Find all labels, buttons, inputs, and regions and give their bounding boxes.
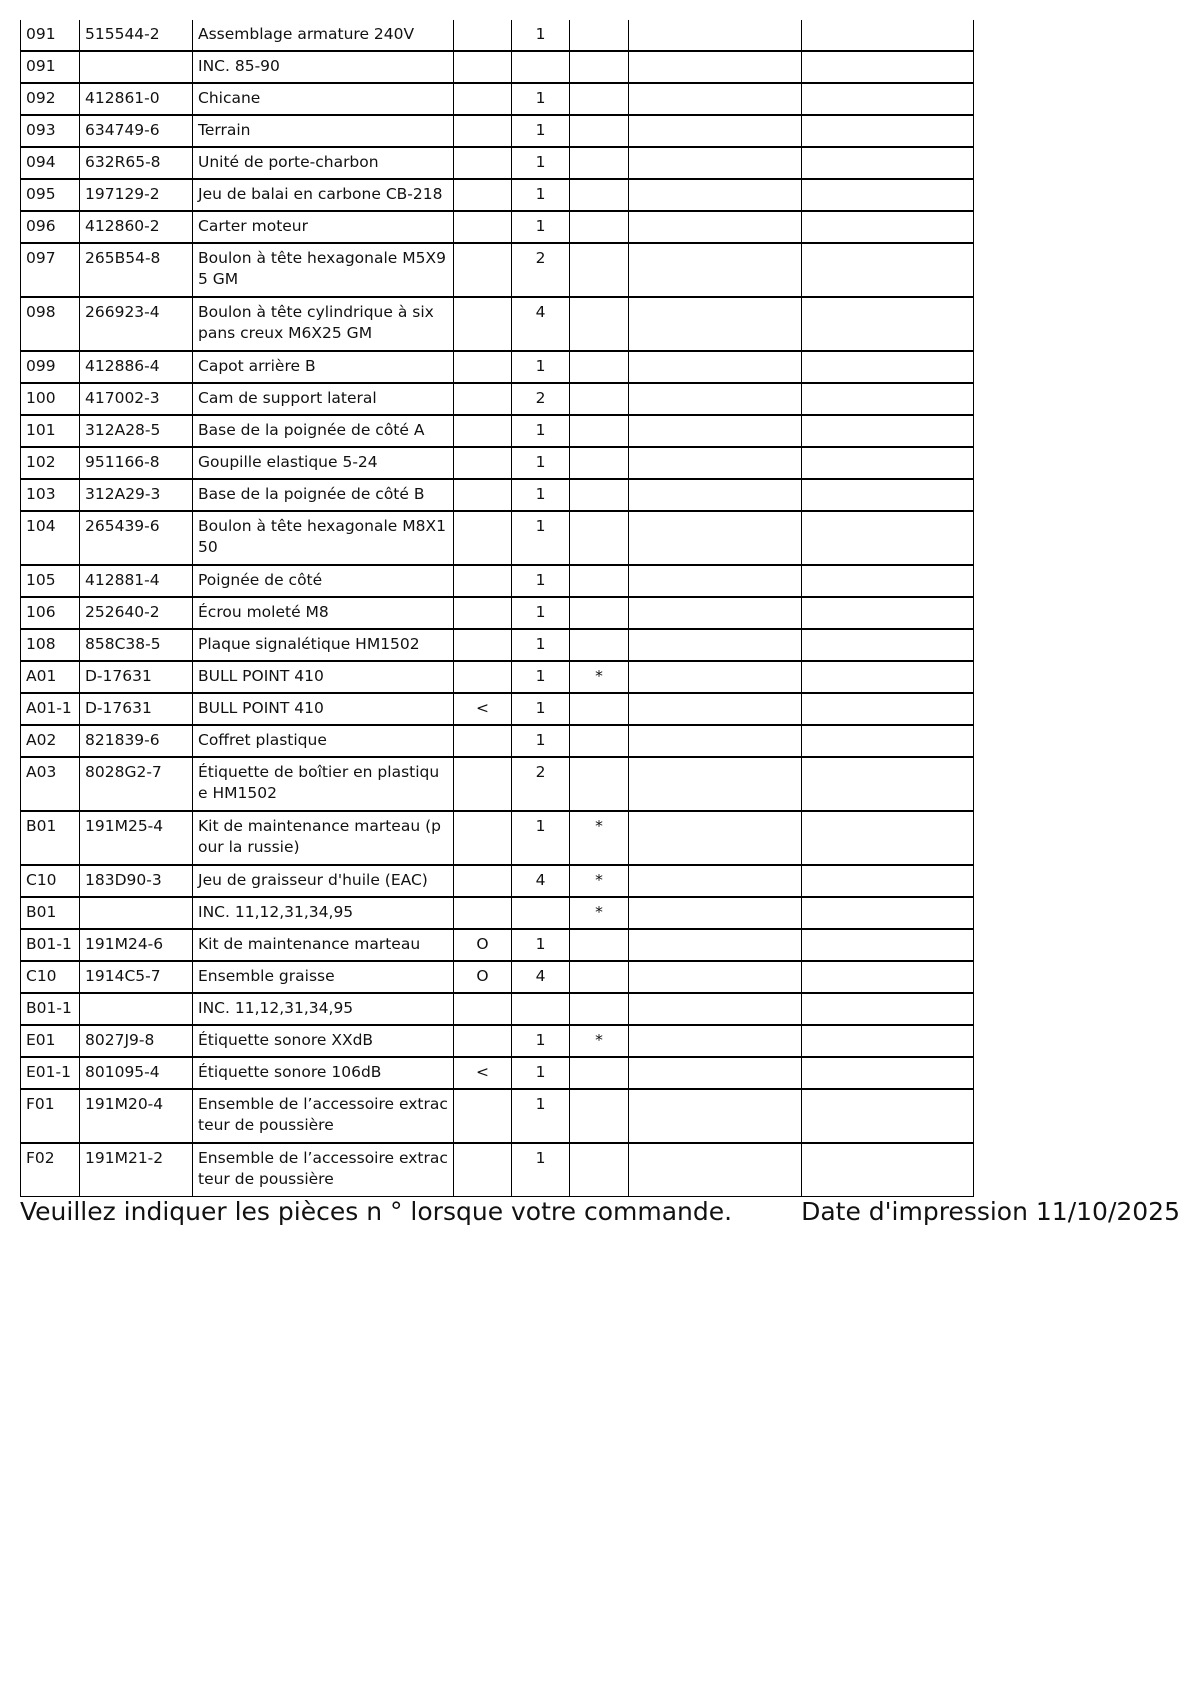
mark-cell — [454, 629, 512, 661]
ref-cell: E01-1 — [21, 1057, 80, 1089]
note-cell — [570, 1143, 629, 1197]
ref-cell: 096 — [21, 211, 80, 243]
quantity-cell: 1 — [512, 179, 570, 211]
empty-cell — [629, 811, 802, 865]
table-row — [21, 115, 974, 147]
empty-cell — [629, 51, 802, 83]
note-cell: * — [570, 865, 629, 897]
note-cell — [570, 179, 629, 211]
ref-cell: B01-1 — [21, 929, 80, 961]
table-row — [21, 83, 974, 115]
note-cell — [570, 757, 629, 811]
mark-cell — [454, 115, 512, 147]
empty-cell — [802, 243, 974, 297]
description-cell: Ensemble de l’accessoire extracteur de poussière — [193, 1089, 454, 1143]
ref-cell: C10 — [21, 865, 80, 897]
empty-cell — [802, 1025, 974, 1057]
table-row — [21, 897, 974, 929]
quantity-cell: 1 — [512, 597, 570, 629]
mark-cell — [454, 565, 512, 597]
quantity-cell: 2 — [512, 243, 570, 297]
table-row — [21, 243, 974, 297]
empty-cell — [629, 511, 802, 565]
empty-cell — [629, 179, 802, 211]
quantity-cell: 1 — [512, 115, 570, 147]
empty-cell — [629, 961, 802, 993]
empty-cell — [629, 351, 802, 383]
ref-cell: 100 — [21, 383, 80, 415]
empty-cell — [802, 115, 974, 147]
empty-cell — [802, 961, 974, 993]
mark-cell: O — [454, 961, 512, 993]
mark-cell — [454, 511, 512, 565]
mark-cell — [454, 757, 512, 811]
note-cell — [570, 597, 629, 629]
mark-cell — [454, 1089, 512, 1143]
empty-cell — [802, 629, 974, 661]
print-date: Date d'impression 11/10/2025 — [801, 1197, 1180, 1226]
quantity-cell — [512, 897, 570, 929]
table-row — [21, 415, 974, 447]
description-cell: Écrou moleté M8 — [193, 597, 454, 629]
note-cell — [570, 20, 629, 51]
part-number-cell: 412861-0 — [80, 83, 193, 115]
mark-cell — [454, 993, 512, 1025]
part-number-cell: 191M24-6 — [80, 929, 193, 961]
ref-cell: B01-1 — [21, 993, 80, 1025]
empty-cell — [629, 297, 802, 351]
empty-cell — [802, 865, 974, 897]
description-cell: Coffret plastique — [193, 725, 454, 757]
table-row — [21, 383, 974, 415]
note-cell — [570, 83, 629, 115]
table-row — [21, 297, 974, 351]
note-cell: * — [570, 897, 629, 929]
ref-cell: A02 — [21, 725, 80, 757]
ref-cell: 091 — [21, 20, 80, 51]
empty-cell — [629, 757, 802, 811]
ref-cell: 092 — [21, 83, 80, 115]
description-cell: Kit de maintenance marteau — [193, 929, 454, 961]
note-cell — [570, 383, 629, 415]
table-row — [21, 20, 974, 51]
empty-cell — [802, 51, 974, 83]
empty-cell — [802, 929, 974, 961]
ref-cell: 103 — [21, 479, 80, 511]
quantity-cell — [512, 993, 570, 1025]
description-cell: Terrain — [193, 115, 454, 147]
quantity-cell: 1 — [512, 693, 570, 725]
empty-cell — [629, 147, 802, 179]
ref-cell: 098 — [21, 297, 80, 351]
part-number-cell: 197129-2 — [80, 179, 193, 211]
part-number-cell — [80, 993, 193, 1025]
description-cell: Étiquette de boîtier en plastique HM1502 — [193, 757, 454, 811]
part-number-cell: 801095-4 — [80, 1057, 193, 1089]
quantity-cell: 1 — [512, 447, 570, 479]
ref-cell: A03 — [21, 757, 80, 811]
part-number-cell: 265B54-8 — [80, 243, 193, 297]
mark-cell: < — [454, 693, 512, 725]
ref-cell: 099 — [21, 351, 80, 383]
description-cell: Kit de maintenance marteau (pour la russie) — [193, 811, 454, 865]
mark-cell — [454, 211, 512, 243]
part-number-cell: 191M21-2 — [80, 1143, 193, 1197]
empty-cell — [802, 83, 974, 115]
mark-cell — [454, 597, 512, 629]
table-row — [21, 565, 974, 597]
table-row — [21, 597, 974, 629]
description-cell: INC. 11,12,31,34,95 — [193, 993, 454, 1025]
empty-cell — [629, 1025, 802, 1057]
note-cell — [570, 479, 629, 511]
ref-cell: 101 — [21, 415, 80, 447]
part-number-cell: 183D90-3 — [80, 865, 193, 897]
quantity-cell: 1 — [512, 351, 570, 383]
note-cell — [570, 629, 629, 661]
quantity-cell: 1 — [512, 211, 570, 243]
table-row — [21, 179, 974, 211]
empty-cell — [802, 211, 974, 243]
mark-cell — [454, 179, 512, 211]
description-cell: Boulon à tête hexagonale M5X95 GM — [193, 243, 454, 297]
empty-cell — [629, 20, 802, 51]
mark-cell — [454, 811, 512, 865]
table-row — [21, 1143, 974, 1197]
empty-cell — [802, 565, 974, 597]
empty-cell — [629, 211, 802, 243]
empty-cell — [802, 351, 974, 383]
description-cell: Étiquette sonore 106dB — [193, 1057, 454, 1089]
description-cell: Carter moteur — [193, 211, 454, 243]
empty-cell — [802, 511, 974, 565]
quantity-cell: 1 — [512, 661, 570, 693]
note-cell — [570, 1089, 629, 1143]
mark-cell — [454, 661, 512, 693]
part-number-cell: 252640-2 — [80, 597, 193, 629]
quantity-cell: 1 — [512, 725, 570, 757]
part-number-cell: D-17631 — [80, 693, 193, 725]
part-number-cell: 8028G2-7 — [80, 757, 193, 811]
table-row — [21, 147, 974, 179]
ref-cell: E01 — [21, 1025, 80, 1057]
table-row — [21, 479, 974, 511]
description-cell: INC. 85-90 — [193, 51, 454, 83]
quantity-cell: 2 — [512, 383, 570, 415]
note-cell: * — [570, 1025, 629, 1057]
mark-cell: O — [454, 929, 512, 961]
note-cell — [570, 993, 629, 1025]
empty-cell — [802, 597, 974, 629]
mark-cell — [454, 243, 512, 297]
empty-cell — [629, 929, 802, 961]
note-cell — [570, 929, 629, 961]
table-row — [21, 351, 974, 383]
ref-cell: 102 — [21, 447, 80, 479]
description-cell: BULL POINT 410 — [193, 693, 454, 725]
ref-cell: 094 — [21, 147, 80, 179]
empty-cell — [802, 1089, 974, 1143]
description-cell: Jeu de balai en carbone CB-218 — [193, 179, 454, 211]
description-cell: Ensemble de l’accessoire extracteur de poussière — [193, 1143, 454, 1197]
empty-cell — [802, 479, 974, 511]
quantity-cell: 1 — [512, 511, 570, 565]
table-row — [21, 511, 974, 565]
description-cell: Jeu de graisseur d'huile (EAC) — [193, 865, 454, 897]
note-cell — [570, 725, 629, 757]
empty-cell — [802, 993, 974, 1025]
empty-cell — [629, 1089, 802, 1143]
note-cell — [570, 961, 629, 993]
part-number-cell: 412886-4 — [80, 351, 193, 383]
description-cell: Unité de porte-charbon — [193, 147, 454, 179]
ref-cell: 105 — [21, 565, 80, 597]
note-cell — [570, 693, 629, 725]
parts-table — [20, 20, 974, 1197]
empty-cell — [802, 693, 974, 725]
description-cell: BULL POINT 410 — [193, 661, 454, 693]
empty-cell — [802, 661, 974, 693]
part-number-cell: D-17631 — [80, 661, 193, 693]
empty-cell — [802, 757, 974, 811]
table-row — [21, 1057, 974, 1089]
ref-cell: B01 — [21, 897, 80, 929]
ref-cell: F02 — [21, 1143, 80, 1197]
table-row — [21, 929, 974, 961]
note-cell — [570, 211, 629, 243]
table-row — [21, 447, 974, 479]
mark-cell — [454, 83, 512, 115]
part-number-cell: 417002-3 — [80, 383, 193, 415]
mark-cell — [454, 1025, 512, 1057]
empty-cell — [629, 447, 802, 479]
note-cell — [570, 511, 629, 565]
part-number-cell — [80, 897, 193, 929]
description-cell: Assemblage armature 240V — [193, 20, 454, 51]
part-number-cell: 515544-2 — [80, 20, 193, 51]
table-row — [21, 811, 974, 865]
part-number-cell: 191M25-4 — [80, 811, 193, 865]
note-cell — [570, 351, 629, 383]
part-number-cell: 1914C5-7 — [80, 961, 193, 993]
part-number-cell: 265439-6 — [80, 511, 193, 565]
quantity-cell: 4 — [512, 961, 570, 993]
empty-cell — [802, 1057, 974, 1089]
empty-cell — [629, 383, 802, 415]
quantity-cell: 1 — [512, 20, 570, 51]
ref-cell: A01-1 — [21, 693, 80, 725]
table-row — [21, 661, 974, 693]
ref-cell: C10 — [21, 961, 80, 993]
ref-cell: 093 — [21, 115, 80, 147]
empty-cell — [629, 115, 802, 147]
quantity-cell: 1 — [512, 629, 570, 661]
part-number-cell: 821839-6 — [80, 725, 193, 757]
mark-cell — [454, 447, 512, 479]
ref-cell: 104 — [21, 511, 80, 565]
description-cell: Cam de support lateral — [193, 383, 454, 415]
empty-cell — [629, 629, 802, 661]
mark-cell — [454, 51, 512, 83]
note-cell — [570, 447, 629, 479]
empty-cell — [802, 179, 974, 211]
table-row — [21, 993, 974, 1025]
empty-cell — [802, 297, 974, 351]
quantity-cell: 1 — [512, 415, 570, 447]
empty-cell — [802, 1143, 974, 1197]
table-row — [21, 1025, 974, 1057]
table-row — [21, 757, 974, 811]
table-row — [21, 961, 974, 993]
ref-cell: 097 — [21, 243, 80, 297]
part-number-cell: 266923-4 — [80, 297, 193, 351]
mark-cell — [454, 415, 512, 447]
footer-note: Veuillez indiquer les pièces n ° lorsque votre commande. — [20, 1197, 733, 1226]
ref-cell: F01 — [21, 1089, 80, 1143]
quantity-cell: 1 — [512, 929, 570, 961]
empty-cell — [629, 1057, 802, 1089]
note-cell — [570, 415, 629, 447]
note-cell: * — [570, 661, 629, 693]
ref-cell: B01 — [21, 811, 80, 865]
empty-cell — [629, 565, 802, 597]
table-row — [21, 725, 974, 757]
note-cell — [570, 147, 629, 179]
part-number-cell: 412881-4 — [80, 565, 193, 597]
note-cell — [570, 51, 629, 83]
part-number-cell: 191M20-4 — [80, 1089, 193, 1143]
quantity-cell: 1 — [512, 565, 570, 597]
description-cell: Poignée de côté — [193, 565, 454, 597]
part-number-cell: 8027J9-8 — [80, 1025, 193, 1057]
quantity-cell: 1 — [512, 1057, 570, 1089]
empty-cell — [629, 479, 802, 511]
ref-cell: A01 — [21, 661, 80, 693]
empty-cell — [802, 147, 974, 179]
note-cell: * — [570, 811, 629, 865]
parts-table-body — [21, 20, 974, 1197]
description-cell: Capot arrière B — [193, 351, 454, 383]
mark-cell: < — [454, 1057, 512, 1089]
empty-cell — [629, 897, 802, 929]
description-cell: Ensemble graisse — [193, 961, 454, 993]
ref-cell: 091 — [21, 51, 80, 83]
description-cell: Boulon à tête hexagonale M8X150 — [193, 511, 454, 565]
quantity-cell: 2 — [512, 757, 570, 811]
description-cell: Base de la poignée de côté A — [193, 415, 454, 447]
ref-cell: 095 — [21, 179, 80, 211]
page-footer — [20, 1196, 1180, 1228]
empty-cell — [629, 993, 802, 1025]
mark-cell — [454, 351, 512, 383]
empty-cell — [802, 415, 974, 447]
empty-cell — [802, 383, 974, 415]
mark-cell — [454, 865, 512, 897]
empty-cell — [802, 897, 974, 929]
note-cell — [570, 565, 629, 597]
empty-cell — [802, 725, 974, 757]
quantity-cell — [512, 51, 570, 83]
table-row — [21, 211, 974, 243]
part-number-cell: 858C38-5 — [80, 629, 193, 661]
note-cell — [570, 297, 629, 351]
empty-cell — [629, 83, 802, 115]
mark-cell — [454, 725, 512, 757]
part-number-cell: 412860-2 — [80, 211, 193, 243]
part-number-cell: 634749-6 — [80, 115, 193, 147]
mark-cell — [454, 897, 512, 929]
note-cell — [570, 115, 629, 147]
description-cell: Plaque signalétique HM1502 — [193, 629, 454, 661]
quantity-cell: 1 — [512, 479, 570, 511]
empty-cell — [629, 1143, 802, 1197]
mark-cell — [454, 297, 512, 351]
note-cell — [570, 243, 629, 297]
table-row — [21, 1089, 974, 1143]
ref-cell: 106 — [21, 597, 80, 629]
empty-cell — [629, 243, 802, 297]
empty-cell — [629, 597, 802, 629]
quantity-cell: 4 — [512, 297, 570, 351]
empty-cell — [629, 725, 802, 757]
quantity-cell: 1 — [512, 147, 570, 179]
quantity-cell: 1 — [512, 811, 570, 865]
part-number-cell: 312A28-5 — [80, 415, 193, 447]
description-cell: INC. 11,12,31,34,95 — [193, 897, 454, 929]
table-row — [21, 865, 974, 897]
part-number-cell: 312A29-3 — [80, 479, 193, 511]
table-row — [21, 693, 974, 725]
empty-cell — [802, 811, 974, 865]
note-cell — [570, 1057, 629, 1089]
quantity-cell: 1 — [512, 83, 570, 115]
empty-cell — [629, 415, 802, 447]
empty-cell — [629, 693, 802, 725]
mark-cell — [454, 20, 512, 51]
part-number-cell — [80, 51, 193, 83]
description-cell: Goupille elastique 5-24 — [193, 447, 454, 479]
table-row — [21, 51, 974, 83]
description-cell: Étiquette sonore XXdB — [193, 1025, 454, 1057]
mark-cell — [454, 1143, 512, 1197]
quantity-cell: 4 — [512, 865, 570, 897]
ref-cell: 108 — [21, 629, 80, 661]
description-cell: Boulon à tête cylindrique à six pans creux M6X25 GM — [193, 297, 454, 351]
empty-cell — [629, 865, 802, 897]
description-cell: Chicane — [193, 83, 454, 115]
empty-cell — [629, 661, 802, 693]
quantity-cell: 1 — [512, 1143, 570, 1197]
table-row — [21, 629, 974, 661]
part-number-cell: 951166-8 — [80, 447, 193, 479]
mark-cell — [454, 479, 512, 511]
part-number-cell: 632R65-8 — [80, 147, 193, 179]
quantity-cell: 1 — [512, 1025, 570, 1057]
empty-cell — [802, 447, 974, 479]
description-cell: Base de la poignée de côté B — [193, 479, 454, 511]
quantity-cell: 1 — [512, 1089, 570, 1143]
mark-cell — [454, 147, 512, 179]
empty-cell — [802, 20, 974, 51]
mark-cell — [454, 383, 512, 415]
